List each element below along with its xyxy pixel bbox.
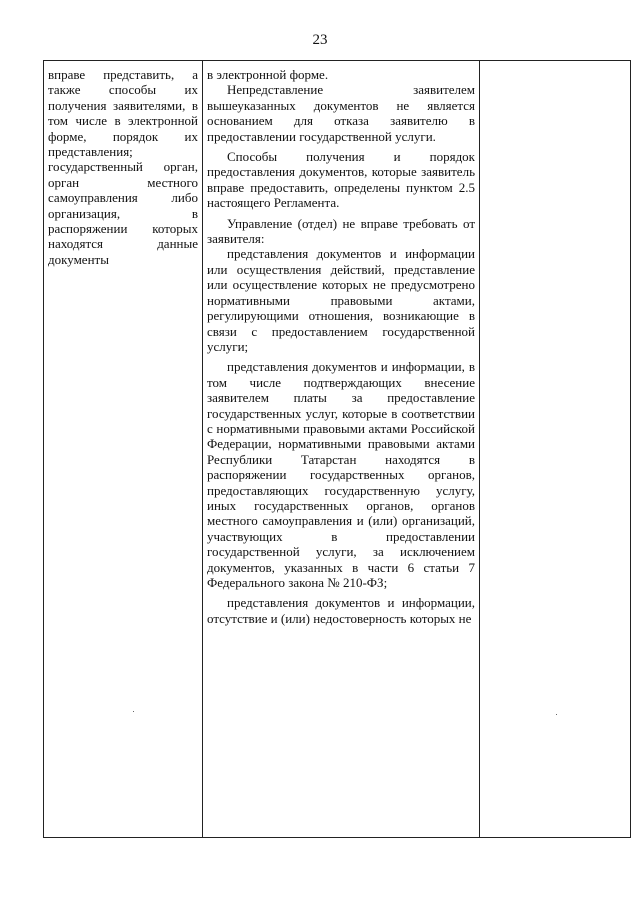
description-paragraph-7: представления документов и информации, отсутствие и (или) недостоверность которых не (207, 595, 475, 626)
description-paragraph-2: Непредставление заявителем вышеуказанных документов не является основанием для отказа заявителю в предоставлении государственной услуги. (207, 82, 475, 144)
table-row (44, 61, 631, 838)
description-paragraph-5: представления документов и информации или осуществления действий, представление или осуществление которых не предусмотрено нормативными правовыми актами, регулирующими отношения, возникающие в связи с предоставлением государственной услуги; (207, 246, 475, 354)
requirement-text: вправе представить, а также способы их получения заявителями, в том числе в электронной форме, порядок их представления; государственный орган, орган местного самоуправления либо организация, в распоряжении которых находятся данные документы (48, 67, 198, 267)
scan-speck (133, 711, 134, 712)
requirement-cell (44, 61, 203, 838)
scan-speck (556, 714, 557, 715)
page-number: 23 (312, 32, 328, 48)
description-cell (203, 61, 480, 838)
notes-cell (480, 61, 631, 838)
description-paragraph-1: в электронной форме. (207, 67, 329, 82)
description-paragraph-4: Управление (отдел) не вправе требовать от заявителя: (207, 215, 475, 247)
description-paragraph-3: Способы получения и порядок предоставления документов, которые заявитель вправе предоставить, определены пунктом 2.5 настоящего Регламента. (207, 149, 475, 211)
description-paragraph-6: представления документов и информации, в том числе подтверждающих внесение заявителем платы за предоставление государственных услуг, которые в соответствии с нормативными правовыми актами Российской Федерации, нормативными правовыми актами Республики Татарстан находятся в распоряжении государственных органов, предоставляющих государственную услугу, иных государственных органов, органов местного самоуправления и (или) организаций, участвующих в предоставлении государственной услуги, за исключением документов, указанных в части 6 статьи 7 Федерального закона № 210-ФЗ; (207, 359, 475, 590)
regulation-table (43, 60, 631, 838)
